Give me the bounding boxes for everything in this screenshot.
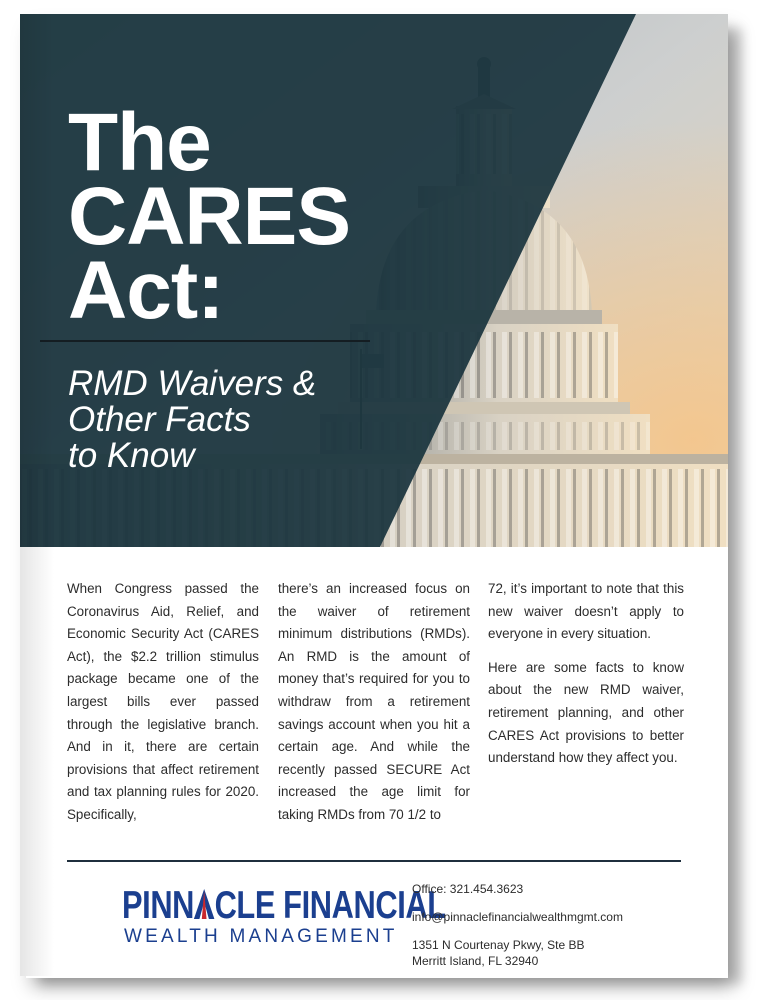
cover-title-line: The bbox=[68, 97, 211, 188]
body-paragraph: Here are some facts to know about the new RMD waiver, retirement planning, and other CARES Act provisions to better understand how they affect you. bbox=[488, 659, 684, 766]
cover-subtitle bbox=[68, 366, 316, 474]
logo-wordmark bbox=[122, 884, 446, 928]
office-phone: Office: 321.454.3623 bbox=[412, 882, 524, 896]
body-column-2: there’s an increased focus on the waiver of retirement minimum distributions (RMDs). An RMD is the amount of money that’s required for you to withdraw from a retirement savings account when you hit a certain age. And while the recently passed SECURE Act increased the age limit for taking RMDs from 70 1/2 to bbox=[278, 581, 470, 822]
body-column-3 bbox=[488, 578, 684, 781]
pinnacle-a-icon bbox=[194, 889, 215, 919]
cover-subtitle-line: RMD Waivers & bbox=[68, 364, 317, 403]
title-rule bbox=[40, 340, 370, 342]
cover-title bbox=[68, 97, 351, 336]
city-address: Merritt Island, FL 32940 bbox=[412, 954, 539, 968]
footer-divider bbox=[67, 860, 681, 862]
email-address: info@pinnaclefinancialwealthmgmt.com bbox=[412, 910, 623, 924]
contact-block bbox=[412, 881, 623, 969]
cover-hero bbox=[20, 14, 728, 547]
cover-subtitle-line: Other Facts bbox=[68, 400, 251, 439]
street-address: 1351 N Courtenay Pkwy, Ste BB bbox=[412, 938, 585, 952]
logo-text-part: CLE bbox=[214, 884, 276, 927]
logo-text-part: PINN bbox=[122, 884, 195, 927]
cover-title-line: Act: bbox=[68, 245, 224, 336]
body-paragraph: 72, it’s important to note that this new waiver doesn’t apply to everyone in every situation. bbox=[488, 581, 684, 642]
logo-subtitle: WEALTH MANAGEMENT bbox=[124, 926, 398, 947]
company-logo bbox=[122, 884, 446, 954]
brochure-page bbox=[20, 14, 728, 976]
body-column-1: When Congress passed the Coronavirus Aid, Relief, and Economic Security Act (CARES Act), the $2.2 trillion stimulus package became one of the largest bills ever passed through the legislative branch. And in it, there are certain provisions that affect retirement and tax planning rules for 2020. Specifically, bbox=[67, 581, 259, 822]
cover-title-line: CARES bbox=[68, 171, 351, 262]
cover-subtitle-line: to Know bbox=[68, 436, 195, 475]
logo-text-part: FINANCIAL bbox=[283, 884, 446, 927]
